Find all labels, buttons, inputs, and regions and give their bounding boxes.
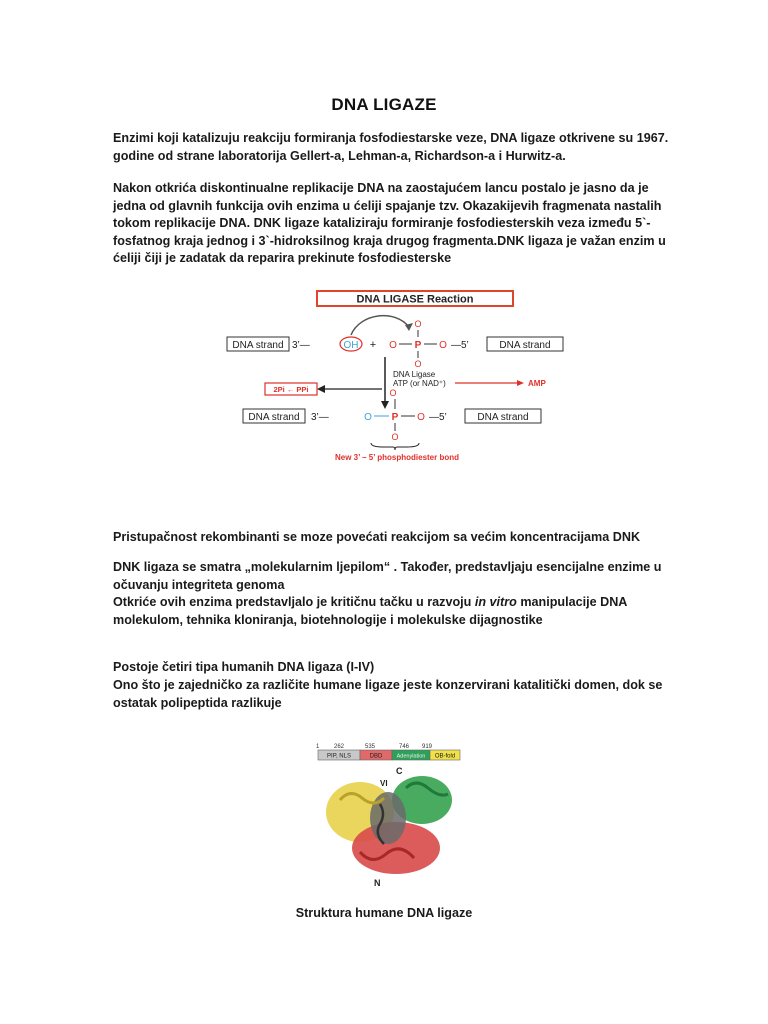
svg-text:O: O [414,359,422,369]
curved-arrow-icon [351,316,409,335]
label-c: C [396,766,403,776]
svg-text:OB-fold: OB-fold [434,753,456,760]
prime3-bottom: 3’— [311,412,329,423]
label-vi: VI [380,779,388,788]
strand-label-bottom-right: DNA strand [477,412,529,423]
paragraph-molecular-glue: DNK ligaza se smatra „molekularnim ljepilom“ . Također, predstavljaju esencijalne enzime u očuvanju integriteta genoma [113,560,662,592]
label-n: N [374,878,381,888]
plus-sign: + [369,339,377,351]
svg-text:PIP, NLS: PIP, NLS [327,753,351,760]
new-bond-label: New 3’ – 5’ phosphodiester bond [334,453,460,462]
ligase-structure-image [310,740,480,890]
dna-ligase-reaction-diagram [225,285,570,465]
prime3-top: 3’— [292,340,310,351]
hydroxyl-label: OH [343,340,359,351]
paragraph-in-vitro: Otkriće ovih enzima predstavljalo je kritičnu tačku u razvoju in vitro manipulacije DNA molekulom, tehnika kloniranja, biotehnologije i molekulske dijagnostike [113,595,627,627]
oxygen-left-top: O [389,340,397,351]
prime5-top: —5’ [451,340,469,351]
enzyme-label: DNA Ligase [393,370,436,379]
oxygen-right-bottom: O [417,412,425,423]
phosphorus-top: P [414,340,422,351]
ppi-label: 2Pi ← PPi [273,385,309,394]
paragraph-discovery: Enzimi koji katalizuju reakciju formiranja fosfodiestarske veze, DNA ligaze otkrivene su 1967. godine od strane laboratorija Gellert-a, Lehman-a, Richardson-a i Hurwitz-a. [113,131,669,163]
strand-label-bottom-left: DNA strand [248,412,300,423]
in-vitro-emphasis: in vitro [474,595,517,609]
paragraph-recombinants: Pristupačnost rekombinanti se moze povećati reakcijom sa većim koncentracijama DNK [113,530,641,544]
strand-label-top-right: DNA strand [499,340,551,351]
tick-1: 1 [316,744,320,750]
paragraph-four-types: Postoje četiri tipa humanih DNA ligaza (I-IV) [113,660,375,674]
cofactor-label: ATP (or NAD⁺) [393,379,446,388]
paragraph-function: Nakon otkrića diskontinualne replikacije DNA na zaostajućem lancu postalo je jasno da je jedna od glavnih funkcija ovih enzima u ćeliji spajanje tzv. Okazakijevih fragmenata nastalih tokom replikacije DNA. DNK ligaze kataliziraju formiranje fosfodiesterskih veza između 5`-fosfatnog kraja jednog i 3`-hidroksilnog kraja drugog fragmenta.DNK ligaza je važan enzim u ćeliji čiji je zadatak da reparira prekinute fosfodiesterske [113,181,666,265]
oxygen-right-top: O [439,340,447,351]
tick-262: 262 [334,744,345,750]
bond-brace [371,443,419,450]
phosphorus-bottom: P [391,412,399,423]
svg-text:O: O [391,432,399,442]
svg-text:O: O [389,388,397,398]
amp-label: AMP [528,379,546,388]
svg-text:Adenylation: Adenylation [396,753,426,760]
tick-535: 535 [365,744,376,750]
protein-ribbon-model [326,776,452,874]
strand-label-top-left: DNA strand [232,340,284,351]
prime5-bottom: —5’ [429,412,447,423]
paragraph-catalytic-domain: Ono što je zajedničko za različite humane ligaze jeste konzervirani katalitički domen, dok se ostatak polipeptida razlikuje [113,678,663,710]
tick-919: 919 [422,744,433,750]
page-title: DNA LIGAZE [331,95,437,114]
tick-746: 746 [399,744,410,750]
oxygen-bridge: O [364,412,372,423]
svg-text:DBD: DBD [369,753,383,760]
svg-text:O: O [414,319,422,329]
figure-caption: Struktura humane DNA ligaze [295,906,473,920]
diagram-title: DNA LIGASE Reaction [356,293,474,306]
